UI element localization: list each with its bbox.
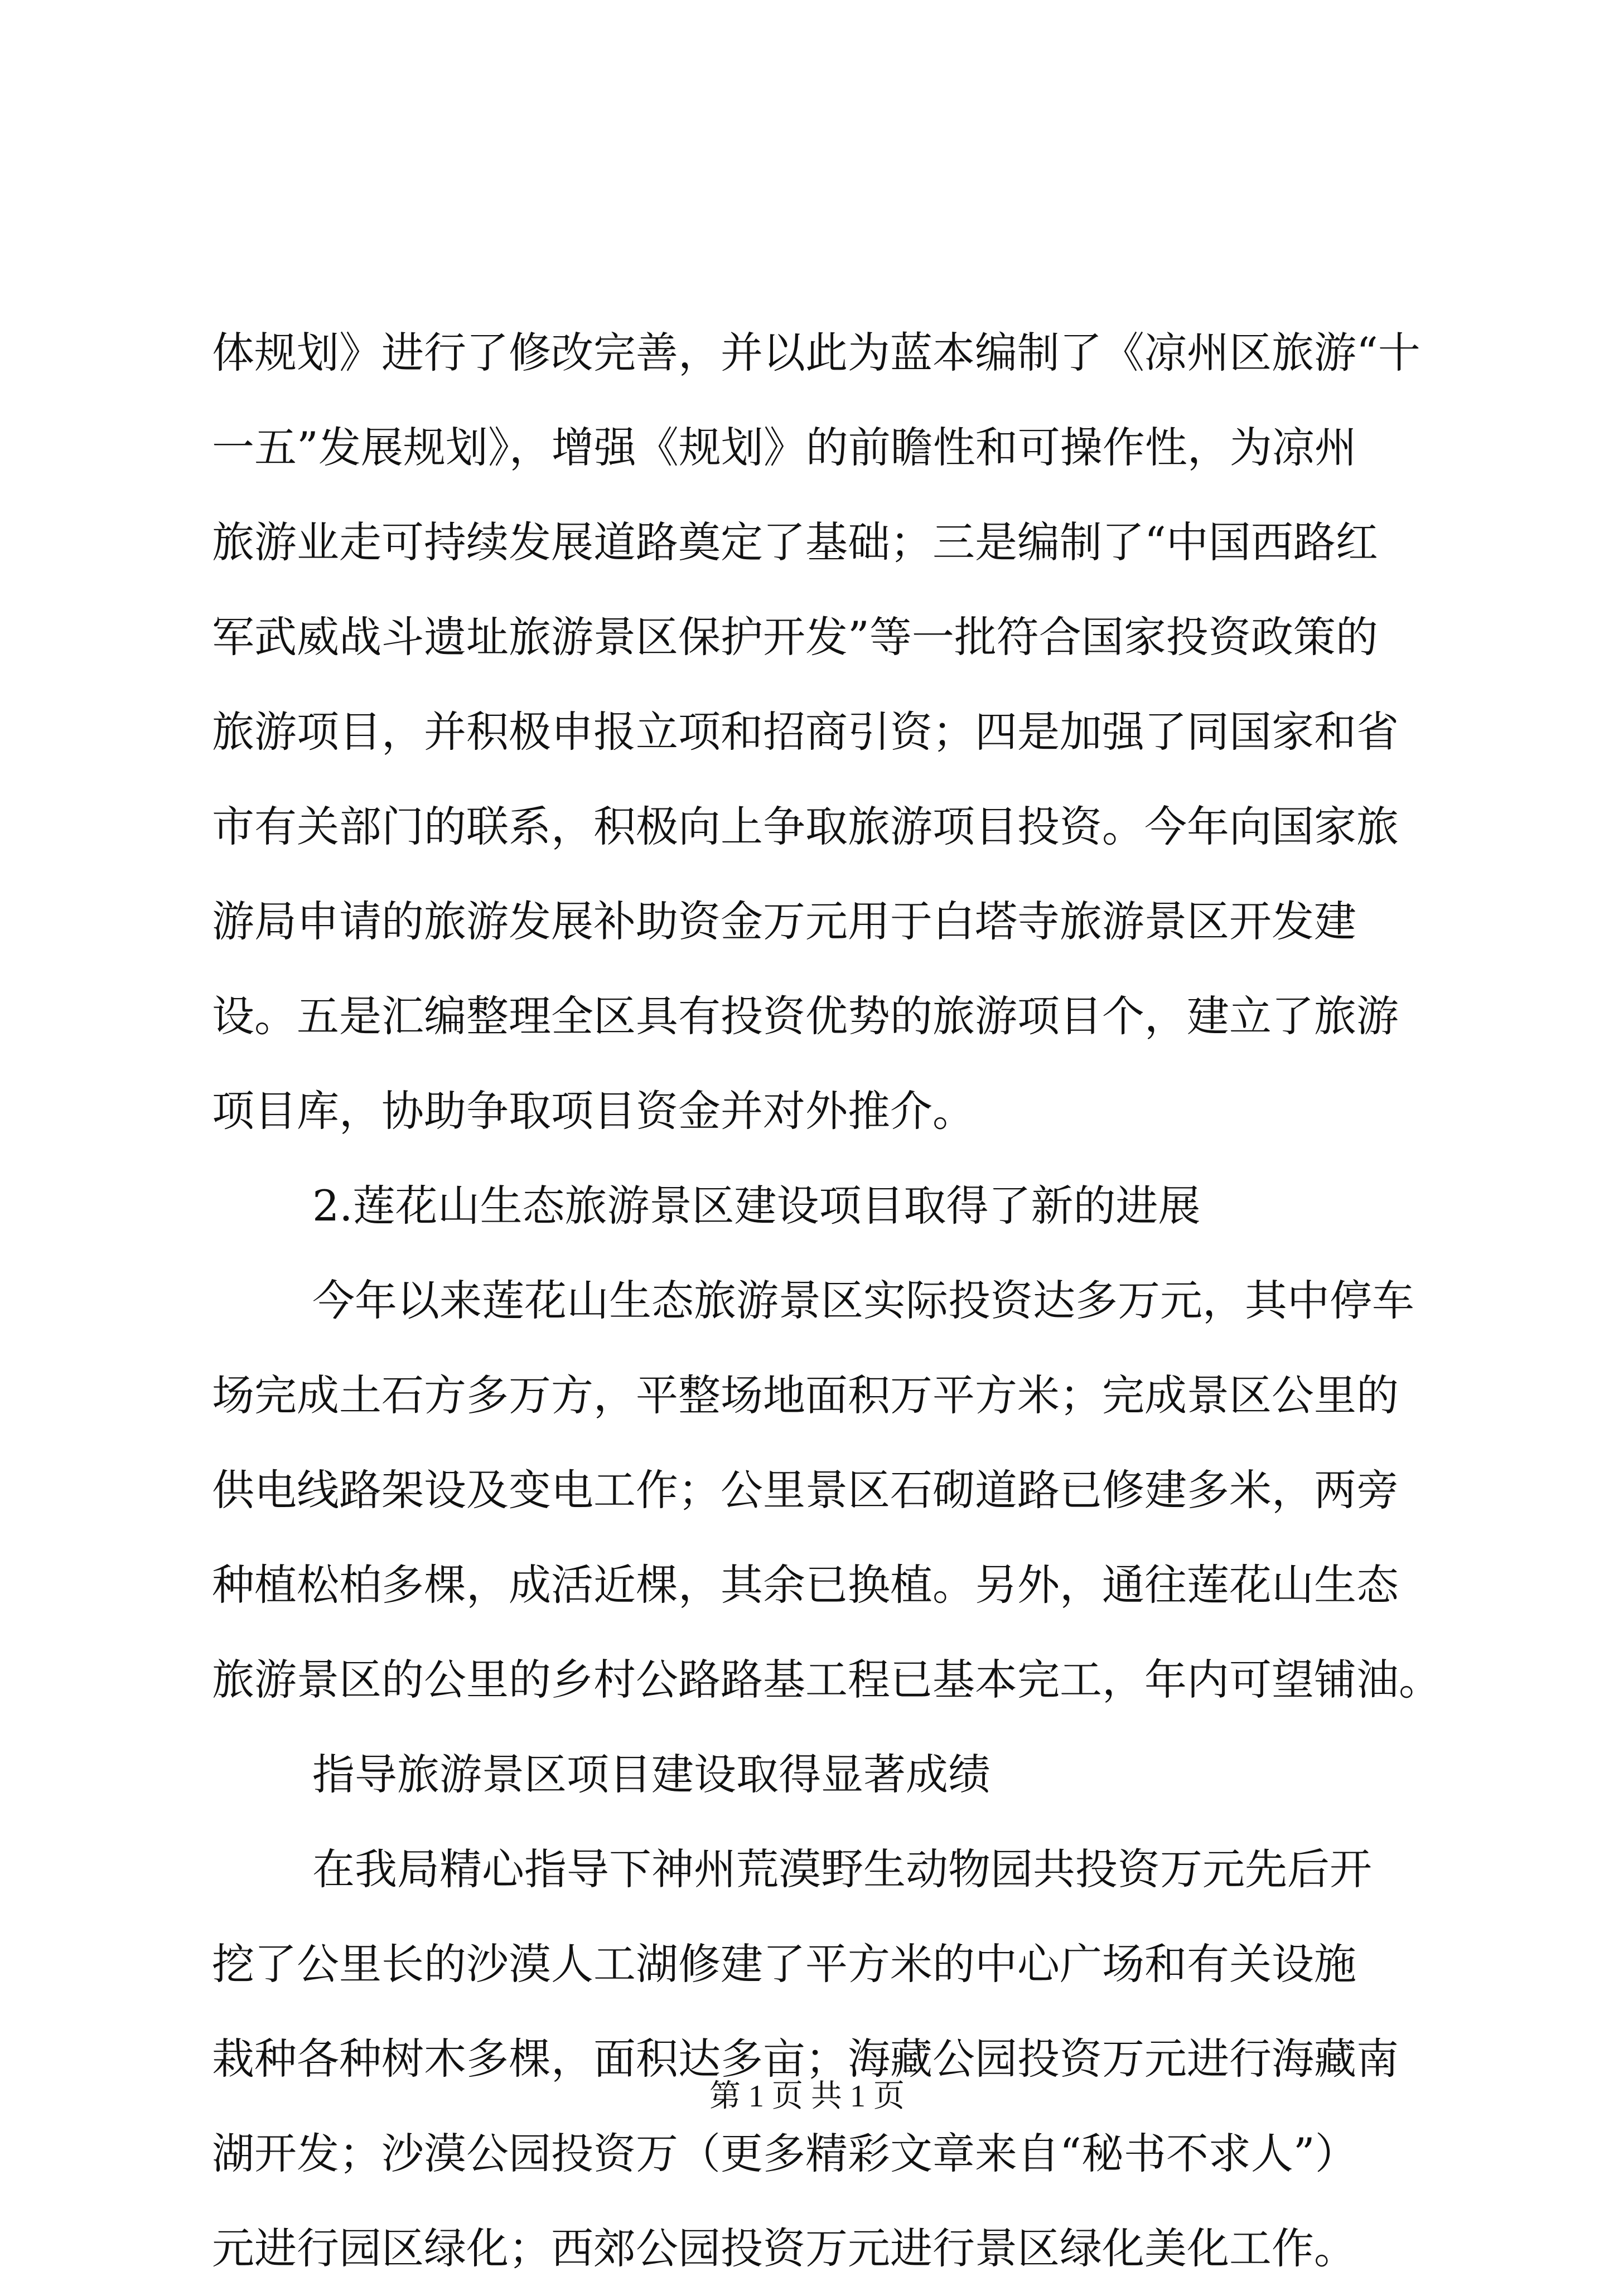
- paragraph-line: 湖开发；沙漠公园投资万（更多精彩文章来自“秘书不求人”）: [212, 2129, 1357, 2178]
- page-footer: 第 1 页 共 1 页: [709, 2079, 905, 2114]
- paragraph-line: 设。五是汇编整理全区具有投资优势的旅游项目个，建立了旅游: [212, 991, 1399, 1041]
- paragraph-line: 在我局精心指导下神州荒漠野生动物园共投资万元先后开: [312, 1844, 1372, 1894]
- paragraph-3: [212, 1822, 1405, 2296]
- paragraph-line: 市有关部门的联系，积极向上争取旅游项目投资。今年向国家旅: [212, 802, 1399, 851]
- section-heading-2: 2.莲花山生态旅游景区建设项目取得了新的进展: [312, 1181, 1201, 1231]
- paragraph-1: [212, 306, 1420, 1159]
- paragraph-line: 今年以来莲花山生态旅游景区实际投资达多万元，其中停车: [312, 1276, 1414, 1325]
- paragraph-line: 旅游项目，并积极申报立项和招商引资；四是加强了同国家和省: [212, 707, 1399, 757]
- paragraph-line: 体规划》进行了修改完善，并以此为蓝本编制了《凉州区旅游“十: [212, 328, 1420, 377]
- paragraph-line: 栽种各种树木多棵，面积达多亩；海藏公园投资万元进行海藏南: [212, 2034, 1399, 2084]
- paragraph-line: 游局申请的旅游发展补助资金万元用于白塔寺旅游景区开发建: [212, 897, 1356, 946]
- paragraph-line: 军武威战斗遗址旅游景区保护开发”等一批符合国家投资政策的: [212, 612, 1378, 662]
- paragraph-line: 一五”发展规划》，增强《规划》的前瞻性和可操作性，为凉州: [212, 423, 1357, 472]
- paragraph-line: 旅游景区的公里的乡村公路路基工程已基本完工，年内可望铺油。: [212, 1655, 1441, 1704]
- paragraph-line: 旅游业走可持续发展道路奠定了基础；三是编制了“中国西路红: [212, 517, 1378, 567]
- paragraph-line: 种植松柏多棵，成活近棵，其余已换植。另外，通往莲花山生态: [212, 1560, 1399, 1610]
- paragraph-line: 场完成土石方多万方，平整场地面积万平方米；完成景区公里的: [212, 1370, 1399, 1420]
- paragraph-2: [212, 1253, 1441, 1727]
- document-body: [212, 306, 1441, 2296]
- paragraph-line: 供电线路架设及变电工作；公里景区石砌道路已修建多米，两旁: [212, 1465, 1399, 1515]
- paragraph-line: 项目库，协助争取项目资金并对外推介。: [212, 1086, 975, 1136]
- paragraph-line: 挖了公里长的沙漠人工湖修建了平方米的中心广场和有关设施: [212, 1939, 1356, 1989]
- paragraph-line: 元进行园区绿化；西郊公园投资万元进行景区绿化美化工作。: [212, 2224, 1356, 2273]
- section-heading-3: 指导旅游景区项目建设取得显著成绩: [312, 1750, 990, 1799]
